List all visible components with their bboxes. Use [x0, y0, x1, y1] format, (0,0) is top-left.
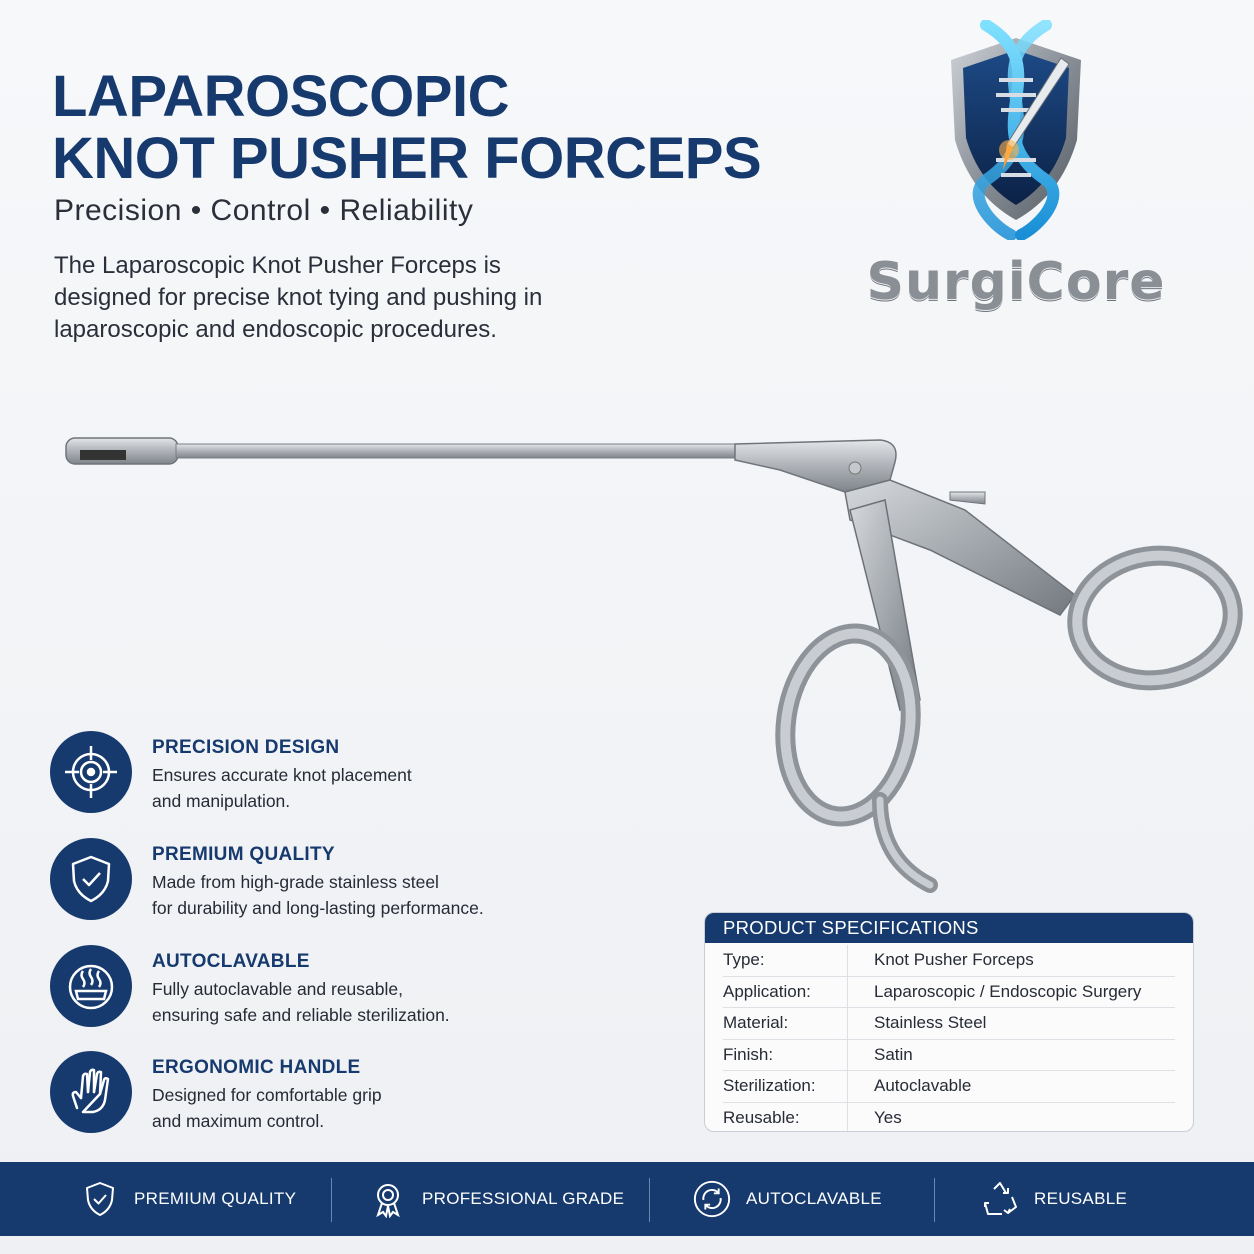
spec-value: Satin [874, 1044, 913, 1064]
badge-professional-grade [368, 1162, 624, 1236]
feature-title: ERGONOMIC HANDLE [152, 1057, 361, 1078]
spec-value: Knot Pusher Forceps [874, 950, 1034, 970]
autoclave-cycle-icon [692, 1179, 732, 1219]
shield-check-icon [80, 1179, 120, 1219]
feature-ergonomic-handle [50, 1051, 570, 1141]
spec-row [723, 1040, 1175, 1072]
badge-label: PROFESSIONAL GRADE [422, 1189, 625, 1208]
recycle-icon [980, 1179, 1020, 1219]
hand-icon [50, 1051, 132, 1133]
dna-shield-scalpel-logo-icon [941, 20, 1091, 240]
spec-row [723, 1008, 1175, 1040]
feature-description [152, 763, 412, 814]
spec-value: Autoclavable [874, 1076, 972, 1096]
product-specifications-table [704, 912, 1194, 1132]
badge-autoclavable [692, 1162, 882, 1236]
spec-heading: PRODUCT SPECIFICATIONS [705, 913, 1193, 943]
tagline: Precision • Control • Reliability [54, 194, 474, 227]
spec-value: Yes [874, 1107, 902, 1127]
product-title-line2: KNOT PUSHER FORCEPS [52, 126, 762, 191]
feature-description [152, 1083, 382, 1134]
spec-key: Reusable: [723, 1107, 800, 1127]
award-rosette-icon [368, 1179, 408, 1219]
brand-name: SurgiCore [866, 252, 1166, 312]
feature-description-line1: Ensures accurate knot placement [152, 765, 412, 785]
badge-divider [331, 1178, 332, 1222]
feature-description-line1: Designed for comfortable grip [152, 1085, 382, 1105]
feature-title: PREMIUM QUALITY [152, 844, 335, 865]
badge-premium-quality [80, 1162, 296, 1236]
feature-description-line1: Fully autoclavable and reusable, [152, 979, 403, 999]
feature-description-line2: ensuring safe and reliable sterilization. [152, 1004, 450, 1025]
spec-row [723, 977, 1175, 1009]
feature-description [152, 977, 450, 1028]
spec-key: Finish: [723, 1044, 774, 1064]
badge-label: AUTOCLAVABLE [746, 1189, 882, 1208]
crosshair-target-icon [50, 731, 132, 813]
spec-row [723, 945, 1175, 977]
feature-title: PRECISION DESIGN [152, 737, 340, 758]
steam-tray-icon [50, 945, 132, 1027]
spec-key: Material: [723, 1013, 789, 1033]
badge-divider [934, 1178, 935, 1222]
feature-premium-quality [50, 838, 570, 928]
feature-title: AUTOCLAVABLE [152, 951, 310, 972]
badge-divider [649, 1178, 650, 1222]
feature-description [152, 870, 484, 921]
badge-label: REUSABLE [1034, 1189, 1128, 1208]
knot-pusher-forceps-image [0, 400, 1254, 900]
feature-description-line2: and manipulation. [152, 790, 291, 811]
product-title [52, 66, 761, 190]
feature-autoclavable [50, 945, 570, 1035]
feature-precision-design [50, 731, 570, 821]
feature-description-line1: Made from high-grade stainless steel [152, 872, 439, 892]
feature-description-line2: and maximum control. [152, 1110, 325, 1131]
feature-badge-band [0, 1162, 1254, 1236]
brand-logo [846, 20, 1186, 312]
badge-label: PREMIUM QUALITY [134, 1189, 297, 1208]
product-title-line1: LAPAROSCOPIC [52, 64, 509, 129]
product-description: The Laparoscopic Knot Pusher Forceps is designed for precise knot tying and pushing in laparoscopic and endoscopic procedures. [54, 252, 543, 343]
shield-check-icon [50, 838, 132, 920]
feature-description-line2: for durability and long-lasting performance. [152, 897, 484, 918]
spec-row [723, 1071, 1175, 1103]
badge-reusable [980, 1162, 1127, 1236]
spec-row [723, 1103, 1175, 1133]
spec-value: Laparoscopic / Endoscopic Surgery [874, 981, 1142, 1001]
spec-value: Stainless Steel [874, 1013, 987, 1033]
spec-key: Type: [723, 950, 765, 970]
spec-key: Application: [723, 981, 811, 1001]
spec-key: Sterilization: [723, 1076, 816, 1096]
